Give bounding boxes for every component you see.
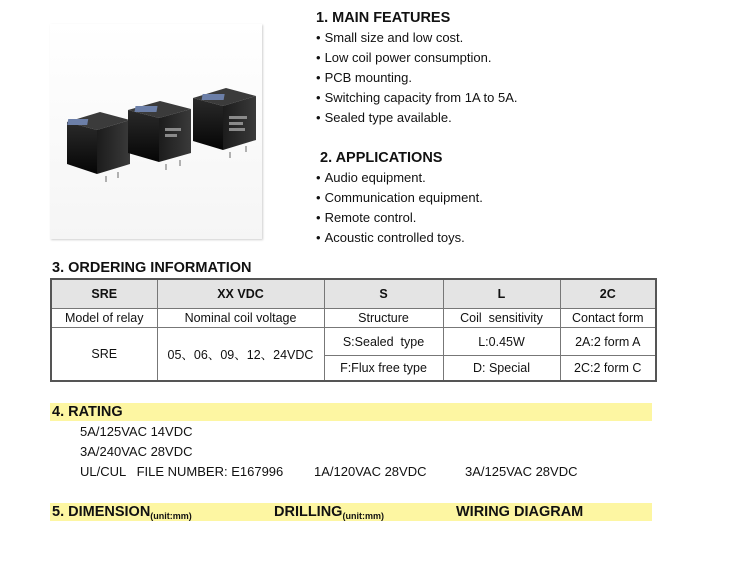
drilling-heading — [274, 503, 384, 525]
list-item: • Acoustic controlled toys. — [316, 228, 483, 248]
list-item: • Switching capacity from 1A to 5A. — [316, 88, 518, 108]
list-item: • Low coil power consumption. — [316, 48, 518, 68]
list-item: • PCB mounting. — [316, 68, 518, 88]
subheader-cell: Coil sensitivity — [443, 309, 560, 328]
rating-line-2: 3A/240VAC 28VDC — [80, 444, 193, 459]
table-subheader-row — [51, 309, 656, 328]
list-item: • Audio equipment. — [316, 168, 483, 188]
subheader-cell: Structure — [324, 309, 443, 328]
product-photo — [50, 24, 262, 239]
ul-rating-1: 1A/120VAC 28VDC — [314, 464, 427, 479]
dimension-unit: (unit:mm) — [150, 511, 192, 521]
sensitivity-cell: D: Special — [443, 355, 560, 381]
ul-file-number: UL/CUL FILE NUMBER: E167996 — [80, 464, 284, 479]
rating-line-1: 5A/125VAC 14VDC — [80, 424, 193, 439]
ul-rating-2: 3A/125VAC 28VDC — [465, 464, 578, 479]
header-cell: 2C — [560, 279, 656, 309]
relay-left — [67, 112, 130, 182]
model-cell: SRE — [51, 328, 157, 381]
wiring-diagram-heading: WIRING DIAGRAM — [456, 504, 584, 520]
dimension-heading — [52, 503, 192, 525]
rating-heading-bar — [50, 403, 652, 421]
contact-cell: 2A:2 form A — [560, 328, 656, 355]
drilling-unit: (unit:mm) — [342, 511, 384, 521]
contact-cell: 2C:2 form C — [560, 355, 656, 381]
header-cell: L — [443, 279, 560, 309]
subheader-cell: Contact form — [560, 309, 656, 328]
header-cell: XX VDC — [157, 279, 324, 309]
main-features-heading: 1. MAIN FEATURES — [316, 10, 451, 26]
relay-right — [193, 88, 256, 158]
drilling-label: DRILLING — [274, 504, 343, 520]
dimension-label: 5. DIMENSION — [52, 504, 151, 520]
list-item: • Communication equipment. — [316, 188, 483, 208]
header-cell: S — [324, 279, 443, 309]
table-row — [51, 328, 656, 355]
voltage-cell: 05、06、09、12、24VDC — [157, 328, 324, 381]
structure-cell: F:Flux free type — [324, 355, 443, 381]
list-item: • Small size and low cost. — [316, 28, 518, 48]
rating-heading: 4. RATING — [52, 404, 123, 420]
structure-cell: S:Sealed type — [324, 328, 443, 355]
sensitivity-cell: L:0.45W — [443, 328, 560, 355]
subheader-cell: Nominal coil voltage — [157, 309, 324, 328]
ordering-table — [50, 278, 657, 382]
list-item: • Remote control. — [316, 208, 483, 228]
list-item: • Sealed type available. — [316, 108, 518, 128]
header-cell: SRE — [51, 279, 157, 309]
main-features-list — [316, 28, 518, 128]
subheader-cell: Model of relay — [51, 309, 157, 328]
relay-illustration — [50, 24, 262, 239]
applications-heading: 2. APPLICATIONS — [320, 150, 443, 166]
applications-list — [316, 168, 483, 248]
dimension-heading-bar — [50, 503, 652, 521]
relay-middle — [128, 101, 191, 170]
table-header-row — [51, 279, 656, 309]
ordering-heading: 3. ORDERING INFORMATION — [52, 260, 252, 276]
